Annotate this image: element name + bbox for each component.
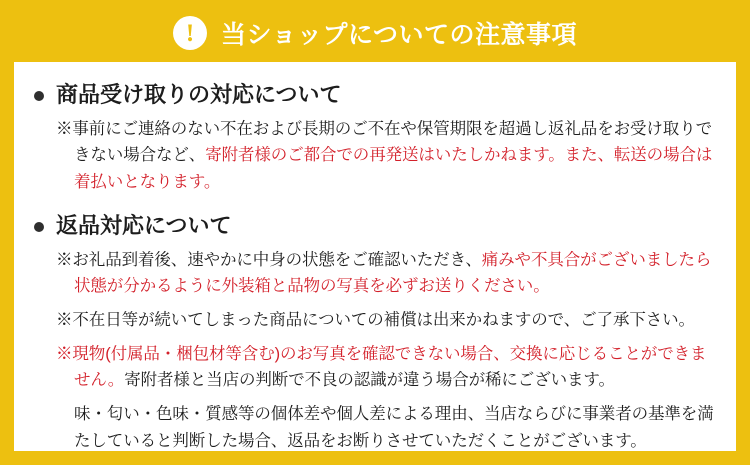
section-header: [34, 80, 716, 110]
bullet-icon: [34, 222, 44, 232]
notice-header: [0, 0, 750, 52]
section-title: 返品対応について: [56, 212, 232, 238]
paragraph: [34, 116, 716, 196]
section-header: [34, 211, 716, 241]
exclamation-icon: !: [173, 16, 207, 50]
text-segment: ※お礼品到着後、速やかに中身の状態をご確認いただき、: [56, 250, 482, 269]
text-segment-highlight: ※現物(付属品・梱包材等含む)のお写真を確認できない場合、交換に応じることができません。: [56, 344, 707, 390]
text-segment: 寄附者様と当店の判断で不良の認識が違う場合が稀にございます。: [124, 371, 615, 390]
notice-panel: [14, 62, 736, 451]
text-segment: ※事前にご連絡のない不在および長期のご不在や保管期限を超過し返礼品をお受け取りできない場合など、: [56, 119, 713, 165]
paragraph: [34, 341, 716, 394]
text-segment-highlight: 痛みや不具合がございましたら状態が分かるように外装箱と品物の写真を必ずお送りください。: [74, 250, 712, 296]
text-segment-highlight: 寄附者様のご都合での再発送はいたしかねます。また、転送の場合は着払いとなります。: [74, 146, 713, 192]
paragraph: [34, 247, 716, 300]
bullet-icon: [34, 91, 44, 101]
text-segment: 味・匂い・色味・質感等の個体差や個人差による理由、当店ならびに事業者の基準を満たしていると判断した場合、返品をお断りさせていただくことがございます。: [74, 405, 714, 450]
paragraph: [34, 401, 716, 451]
section-title: 商品受け取りの対応について: [56, 82, 342, 107]
paragraph: [34, 307, 716, 334]
page-title: 当ショップについての注意事項: [220, 21, 577, 49]
text-segment: ※不在日等が続いてしまった商品についての補償は出来かねますので、ご了承下さい。: [56, 310, 695, 329]
section-shipping: [34, 80, 716, 196]
section-returns: [34, 211, 716, 451]
